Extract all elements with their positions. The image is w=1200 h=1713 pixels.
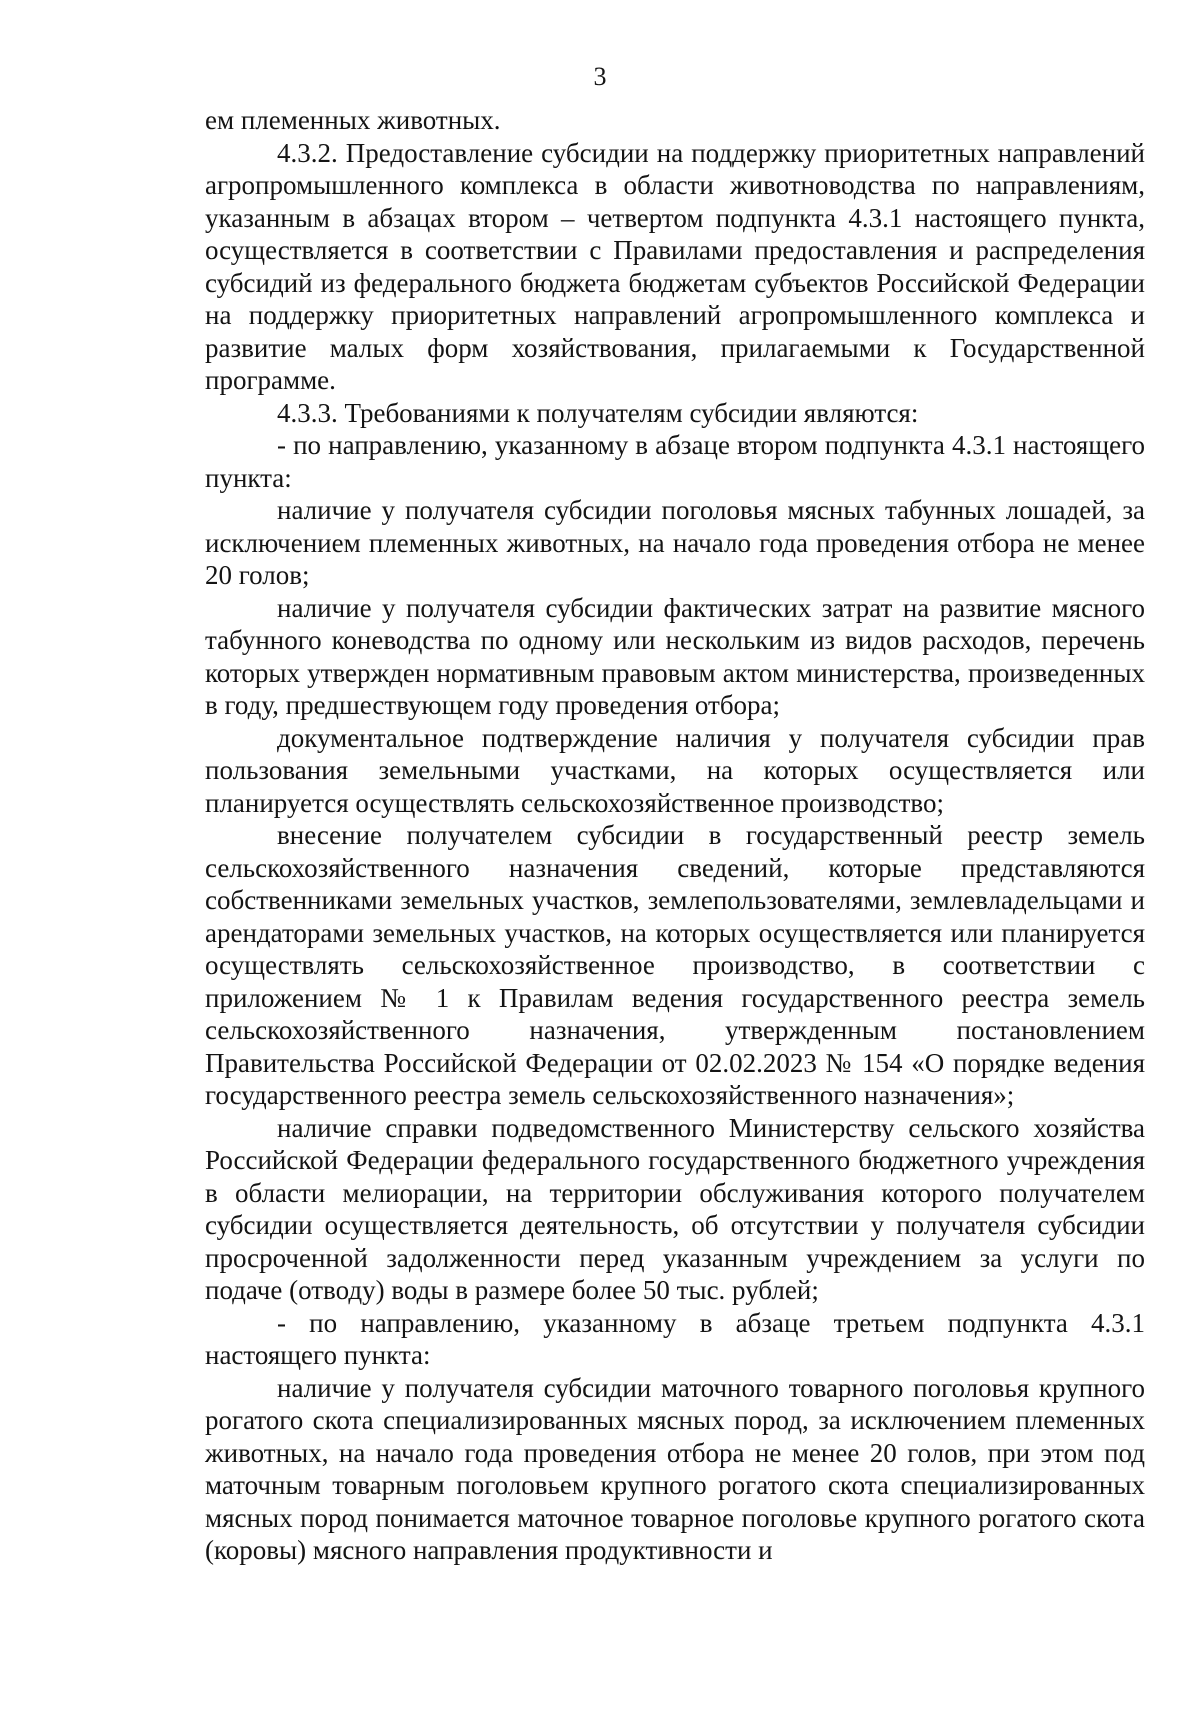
document-body <box>205 104 1145 1567</box>
paragraph-cattle-requirement: наличие у получателя субсидии маточного товарного поголовья крупного рогатого скота специализированных мясных пород, за исключением племенных животных, на начало года проведения отбора не менее 20 голов, при этом под маточным товарным поголовьем крупного рогатого скота специализированных мясных пород понимается маточное товарное поголовье крупного рогатого скота (коровы) мясного направления продуктивности и <box>205 1372 1145 1565</box>
paragraph-direction-second: - по направлению, указанному в абзаце втором подпункта 4.3.1 настоящего пункта: <box>205 430 1145 493</box>
paragraph-melioration-certificate-requirement: наличие справки подведомственного Министерству сельского хозяйства Российской Федерации федерального государственного бюджетного учреждения в области мелиорации, на территории обслуживания которого получателем субсидии осуществляется деятельность, об отсутствии у получателя субсидии просроченной задолженности перед указанным учреждением за услуги по подаче (отводу) воды в размере более 50 тыс. рублей; <box>205 1112 1145 1305</box>
paragraph-land-registry-requirement: внесение получателем субсидии в государственный реестр земель сельскохозяйственного назначения сведений, которые представляются собственниками земельных участков, землепользователями, землевладельцами и арендаторами земельных участков, на которых осуществляется или планируется осуществлять сельскохозяйственное производство, в соответствии с приложением № 1 к Правилам ведения государственного реестра земель сельскохозяйственного назначения, утвержденным постановлением Правительства Российской Федерации от 02.02.2023 № 154 «О порядке ведения государственного реестра земель сельскохозяйственного назначения»; <box>205 820 1145 1110</box>
paragraph-4-3-3: 4.3.3. Требованиями к получателям субсидии являются: <box>277 397 919 428</box>
paragraph-continuation: ем племенных животных. <box>205 105 501 135</box>
paragraph-direction-third: - по направлению, указанному в абзаце третьем подпункта 4.3.1 настоящего пункта: <box>205 1307 1145 1370</box>
paragraph-land-rights-requirement: документальное подтверждение наличия у получателя субсидии прав пользования земельными участками, на которых осуществляется или планируется осуществлять сельскохозяйственное производство; <box>205 722 1145 818</box>
page-number: 3 <box>593 62 607 91</box>
paragraph-costs-requirement: наличие у получателя субсидии фактических затрат на развитие мясного табунного коневодства по одному или нескольким из видов расходов, перечень которых утвержден нормативным правовым актом министерства, произведенных в году, предшествующем году проведения отбора; <box>205 592 1145 720</box>
paragraph-horses-requirement: наличие у получателя субсидии поголовья мясных табунных лошадей, за исключением племенных животных, на начало года проведения отбора не менее 20 голов; <box>205 495 1145 590</box>
paragraph-4-3-2: 4.3.2. Предоставление субсидии на поддержку приоритетных направлений агропромышленного комплекса в области животноводства по направлениям, указанным в абзацах втором – четвертом подпункта 4.3.1 настоящего пункта, осуществляется в соответствии с Правилами предоставления и распределения субсидий из федерального бюджета бюджетам субъектов Российской Федерации на поддержку приоритетных направлений агропромышленного комплекса и развитие малых форм хозяйствования, прилагаемыми к Государственной программе. <box>205 137 1145 395</box>
